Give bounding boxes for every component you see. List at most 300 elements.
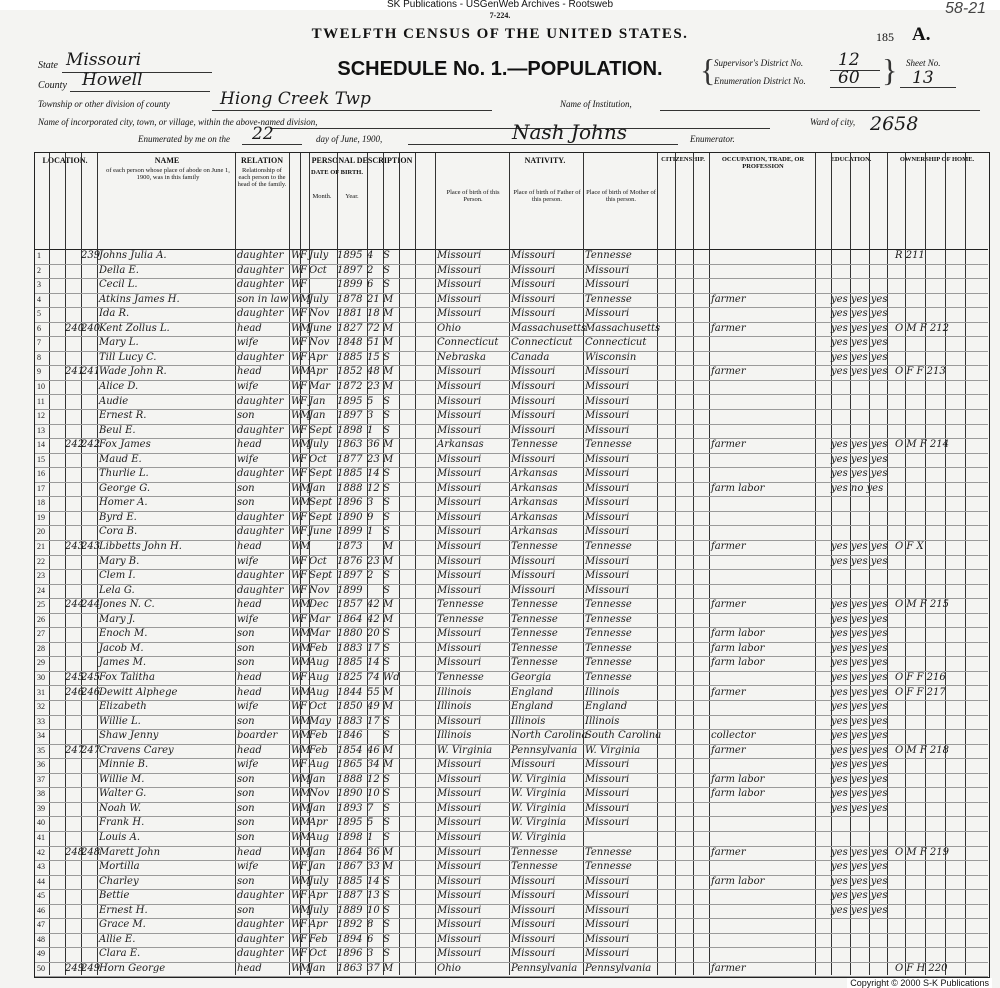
line-number: 21 [37,542,45,551]
cell-ms: M [383,541,394,552]
cell-own [895,409,987,424]
cell-name: Enoch M. [99,628,148,640]
cell-bp: Missouri [437,264,482,276]
cell-occ: farm labor [711,875,765,887]
cell-col: W [291,351,302,363]
cell-mo: Sept [309,511,333,523]
cell-age: 1 [367,526,374,538]
cell-rel: head [237,686,262,698]
cell-yr: 1883 [337,642,363,654]
archive-banner: SK Publications - USGenWeb Archives - Rootsweb [0,0,1000,10]
cell-col: W [291,642,302,654]
cell-col: W [291,817,302,829]
line-number: 16 [37,469,45,479]
cell-sex: F [300,351,307,363]
line-number: 29 [37,658,45,668]
cell-rel: wife [237,453,259,465]
cell-name: Fox James [99,439,151,451]
cell-own [895,875,987,890]
birth-person-header: Place of birth of this Person. [446,189,500,203]
cell-mb: Missouri [585,468,630,480]
cell-rel: daughter [237,395,284,407]
cell-yr: 1899 [337,279,363,291]
cell-yr: 1888 [337,482,363,494]
cell-name: Jacob M. [99,642,144,654]
line-number: 20 [37,527,45,537]
cell-mb: Missouri [585,526,630,538]
name-subheader: of each person whose place of abode on June 1, 1900, was in this family [106,167,230,181]
cell-sex: F [300,948,307,960]
line-number: 12 [37,411,45,421]
cell-age: 37 [367,962,380,974]
cell-mb: Missouri [585,817,630,829]
cell-edu [831,511,887,526]
cell-rel: son [237,628,255,640]
cell-occ [711,758,815,773]
cell-occ [711,715,815,730]
ward-label: Ward of city, [810,117,856,127]
cell-sex: M [300,788,311,800]
cell-own [895,904,987,919]
cell-dw: 242 [65,439,85,451]
cell-bp: W. Virginia [437,744,493,756]
cell-dw [65,584,81,599]
cell-rel: head [237,541,262,552]
cell-edu [831,584,887,599]
line-number: 11 [37,396,45,406]
cell-rel: head [237,744,262,756]
cell-fb: Missouri [511,875,556,887]
cell-fam [81,336,97,351]
cell-rel: wife [237,701,259,713]
cell-fb: Arkansas [511,482,558,494]
cell-ms: M [383,322,394,334]
cell-edu [831,409,887,424]
cell-age [367,540,383,555]
cell-edu: yes yes yes [831,773,888,785]
day-of-label: day of June, 1900, [316,134,383,144]
cell-ms: S [383,395,390,407]
cell-bp: Missouri [437,861,482,873]
cell-fb: Tennesse [511,439,558,451]
cell-fam [81,264,97,279]
enumeration-label: Enumeration District No. [714,76,806,86]
cell-name: Allie E. [99,933,136,945]
cell-dw [65,787,81,802]
cell-mo: Jan [309,395,326,407]
cell-col: W [291,919,302,931]
line-number: 7 [37,338,41,348]
cell-ms: S [383,642,390,654]
cell-mo: Apr [309,351,328,363]
state-label: State [38,60,58,71]
cell-fam [81,409,97,424]
line-number: 48 [37,934,45,944]
cell-occ [711,307,815,322]
cell-fam [81,482,97,497]
supervisor-label: Supervisor's District No. [714,58,804,68]
cell-own [895,627,987,642]
cell-bp: Nebraska [437,351,486,363]
cell-name: Mary J. [99,613,136,625]
cell-edu: yes yes yes [831,730,888,742]
cell-sex: F [300,919,307,931]
cell-mo: Oct [309,555,327,567]
table-row [35,336,988,352]
cell-name: Charley [99,875,139,887]
cell-fb: W. Virginia [511,773,567,785]
cell-mb: Missouri [585,279,630,291]
line-number: 15 [37,454,45,464]
cell-ms: M [383,962,394,974]
cell-rel: daughter [237,948,284,960]
cell-fam: 249 [81,962,101,974]
cell-sex: F [300,584,307,596]
cell-fb: Arkansas [511,526,558,538]
cell-age: 42 [367,613,380,625]
cell-fb: Tennesse [511,861,558,873]
cell-sex: M [300,322,311,334]
cell-age: 14 [367,468,380,480]
cell-fam: 244 [81,599,101,611]
cell-occ: farmer [711,439,746,451]
cell-dw [65,918,81,933]
schedule-title: SCHEDULE No. 1.—POPULATION. [337,58,663,80]
cell-name: Homer A. [99,497,148,509]
copyright: Copyright © 2000 S-K Publications [847,978,992,988]
cell-mb: Tennesse [585,657,632,669]
cell-occ [711,569,815,584]
cell-mo: Jan [309,846,326,858]
cell-age: 3 [367,497,374,509]
cell-bp: Missouri [437,526,482,538]
cell-fam [81,787,97,802]
cell-mb: Missouri [585,759,630,771]
cell-fb: Illinois [511,715,546,727]
cell-mo: July [309,293,329,305]
cell-rel: daughter [237,250,284,261]
cell-yr: 1896 [337,948,363,960]
line-number: 40 [37,818,45,828]
cell-own [895,278,987,293]
cell-sex: F [300,613,307,625]
cell-mo: Feb [309,744,328,756]
cell-mb: Tennesse [585,671,632,683]
cell-dw [65,336,81,351]
cell-dw [65,860,81,875]
cell-edu [831,264,887,279]
cell-yr: 1897 [337,410,363,422]
cell-bp: Missouri [437,628,482,640]
cell-fb: Tennesse [511,599,558,611]
cell-mb: Missouri [585,366,630,378]
cell-age: 49 [367,701,380,713]
cell-name: Alice D. [99,380,139,392]
cell-bp: Tennesse [437,599,484,611]
cell-mo [309,278,337,293]
cell-fam: 240 [81,322,101,334]
cell-sex: M [300,439,311,451]
cell-col: W [291,308,302,320]
cell-name: Cora B. [99,526,138,538]
cell-col: W [291,730,302,742]
cell-name: Louis A. [99,832,141,843]
cell-mb: Missouri [585,933,630,945]
cell-col: W [291,497,302,509]
cell-fb: W. Virginia [511,832,567,843]
cell-dw [65,351,81,366]
cell-own [895,860,987,875]
cell-edu: yes yes yes [831,715,888,727]
cell-occ: farmer [711,846,746,858]
cell-ms: S [383,715,390,727]
line-number: 49 [37,949,45,959]
cell-col: W [291,832,302,843]
enumeration-day: 22 [252,124,274,144]
cell-mo: Dec [309,599,329,611]
cell-fb: Tennesse [511,642,558,654]
cell-mo: Feb [309,730,328,742]
cell-mo: May [309,715,331,727]
table-row [35,424,988,440]
cell-col: W [291,439,302,451]
cell-occ [711,671,815,686]
cell-own [895,395,987,410]
cell-bp: Missouri [437,948,482,960]
cell-mb: Missouri [585,555,630,567]
cell-col: W [291,293,302,305]
cell-edu [831,918,887,933]
cell-sex: M [300,832,311,843]
cell-fb: Tennesse [511,657,558,669]
cell-rel: wife [237,555,259,567]
cell-sex: M [300,366,311,378]
cell-col: W [291,962,302,974]
cell-name: Lela G. [99,584,135,596]
state-value: Missouri [66,50,142,70]
cell-age: 74 [367,671,380,683]
cell-age: 23 [367,555,380,567]
cell-col: W [291,890,302,902]
cell-sex: F [300,468,307,480]
cell-fb: England [511,701,554,713]
table-row [35,511,988,527]
cell-mo: Aug [309,671,330,683]
cell-ms: M [383,759,394,771]
cell-edu: yes yes yes [831,293,888,305]
cell-fb: Missouri [511,584,556,596]
cell-yr: 1877 [337,453,363,465]
cell-bp: Arkansas [437,439,484,451]
cell-ms: S [383,890,390,902]
cell-yr: 1850 [337,701,363,713]
cell-dw: 246 [65,686,85,698]
cell-mb: Tennesse [585,599,632,611]
cell-col: W [291,322,302,334]
cell-fam [81,380,97,395]
cell-name: Cravens Carey [99,744,174,756]
cell-own [895,773,987,788]
line-number: 24 [37,585,45,595]
cell-fam [81,569,97,584]
cell-dw: 247 [65,744,85,756]
year-header: Year. [345,193,359,200]
cell-fam [81,947,97,962]
cell-col: W [291,570,302,582]
incorporated-label: Name of incorporated city, town, or village, within the above-named division, [38,117,318,127]
cell-col: W [291,264,302,276]
cell-col: W [291,526,302,538]
cell-mb: Missouri [585,453,630,465]
cell-rel: son [237,817,255,829]
cell-edu [831,831,887,846]
cell-rel: head [237,366,262,378]
cell-occ [711,584,815,599]
cell-edu: yes yes yes [831,453,888,465]
location-header: LOCATION. [42,156,88,165]
cell-mb: Missouri [585,410,630,422]
cell-fb: Missouri [511,279,556,291]
cell-yr: 1896 [337,497,363,509]
cell-col: W [291,482,302,494]
cell-age: 9 [367,511,374,523]
cell-sex: M [300,482,311,494]
cell-dw [65,758,81,773]
cell-ms: S [383,264,390,276]
cell-ms: S [383,526,390,538]
cell-name: George G. [99,482,151,494]
cell-bp: Missouri [437,919,482,931]
cell-name: Clem I. [99,570,136,582]
cell-age: 2 [367,264,374,276]
cell-mo: July [309,439,329,451]
cell-dw: 240 [65,322,85,334]
cell-sex: F [300,759,307,771]
cell-own: O M F 219 [895,846,949,858]
sheet-value: 13 [912,68,934,88]
cell-occ [711,525,815,540]
cell-age: 48 [367,366,380,378]
cell-bp: Missouri [437,555,482,567]
cell-age [367,729,383,744]
cell-age [367,584,383,599]
cell-age: 17 [367,642,380,654]
cell-own [895,889,987,904]
cell-fb: W. Virginia [511,788,567,800]
cell-sex: F [300,308,307,320]
cell-edu [831,569,887,584]
cell-bp: Missouri [437,642,482,654]
cell-rel: son [237,832,255,843]
cell-name: James M. [99,657,147,669]
cell-fam: 239 [81,250,101,261]
cell-ms: M [383,439,394,451]
supervisor-value: 12 [838,50,860,70]
page-annotation: 58-21 [945,0,986,17]
cell-dw [65,409,81,424]
cell-mo: Sept [309,468,333,480]
cell-bp: Missouri [437,657,482,669]
page-number: 185 [876,30,894,44]
cell-yr: 1872 [337,380,363,392]
ward-value: 2658 [870,113,919,135]
table-row [35,613,988,629]
cell-bp: Missouri [437,933,482,945]
table-row [35,380,988,396]
cell-mb: Tennesse [585,846,632,858]
cell-ms: M [383,366,394,378]
cell-edu: yes yes yes [831,686,888,698]
cell-mo: Nov [309,308,330,320]
cell-own: O M F 215 [895,599,949,611]
cell-age: 12 [367,482,380,494]
line-number: 50 [37,963,45,973]
cell-yr: 1848 [337,337,363,349]
cell-edu: yes yes yes [831,642,888,654]
cell-col: W [291,395,302,407]
cell-occ: farmer [711,744,746,756]
table-row [35,904,988,920]
cell-own: O F X [895,541,924,552]
line-number: 42 [37,847,45,857]
cell-fam [81,889,97,904]
cell-fam [81,860,97,875]
cell-occ: farmer [711,599,746,611]
cell-mo: July [309,250,329,261]
cell-rel: daughter [237,264,284,276]
cell-sex: F [300,250,307,261]
cell-sex: M [300,817,311,829]
table-row [35,569,988,585]
cell-own [895,525,987,540]
line-number: 47 [37,920,45,930]
table-row [35,395,988,411]
cell-age: 34 [367,759,380,771]
table-row [35,293,988,309]
line-number: 25 [37,600,45,610]
cell-bp: Missouri [437,570,482,582]
cell-age: 36 [367,846,380,858]
cell-yr: 1890 [337,788,363,800]
cell-fb: Connecticut [511,337,573,349]
cell-rel: head [237,846,262,858]
line-number: 32 [37,702,45,712]
cell-fb: Missouri [511,890,556,902]
cell-bp: Missouri [437,773,482,785]
line-number: 19 [37,512,45,522]
cell-name: Fox Talitha [99,671,155,683]
cell-sex: F [300,264,307,276]
cell-bp: Missouri [437,904,482,916]
cell-fb: Missouri [511,366,556,378]
cell-occ: farmer [711,322,746,334]
cell-occ [711,613,815,628]
cell-age: 5 [367,395,374,407]
cell-fam: 247 [81,744,101,756]
cell-fam [81,555,97,570]
name-header: NAME [154,156,180,165]
cell-mb: Massachusetts [585,322,661,334]
table-row [35,729,988,745]
cell-name: Beul E. [99,424,136,436]
cell-fam [81,700,97,715]
cell-dw: 243 [65,541,85,552]
line-number: 26 [37,614,45,624]
line-number: 18 [37,498,45,508]
cell-fam [81,395,97,410]
education-header: EDUCATION. [830,156,872,163]
cell-mb: Missouri [585,788,630,800]
